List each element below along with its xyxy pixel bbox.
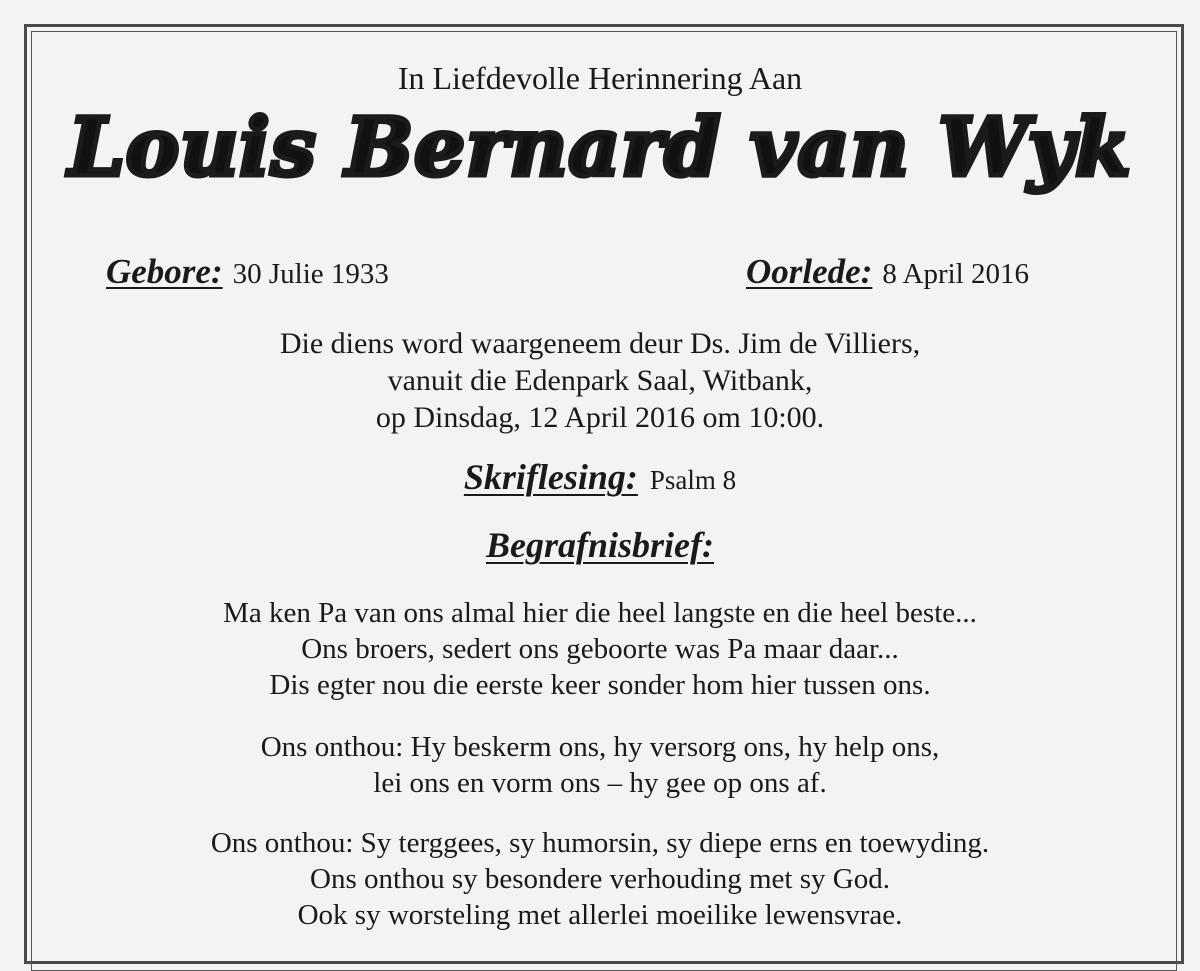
- verse-line: lei ons en vorm ons – hy gee op ons af.: [373, 767, 827, 799]
- birth-date-group: [106, 252, 389, 292]
- verse-line: Ons onthou: Sy terggees, sy humorsin, sy diepe erns en toewyding.: [210, 827, 990, 859]
- scripture-label: Skriflesing:: [463, 457, 638, 497]
- service-line-3: op Dinsdag, 12 April 2016 om 10:00.: [375, 401, 825, 434]
- birth-date: 30 Julie 1933: [232, 258, 389, 290]
- verse-line: Ons broers, sedert ons geboorte was Pa maar daar...: [301, 633, 899, 665]
- verse-line: Ons onthou sy besondere verhouding met sy God.: [310, 863, 890, 895]
- scripture-value: Psalm 8: [649, 465, 737, 495]
- verse-line: Dis egter nou die eerste keer sonder hom hier tussen ons.: [269, 669, 931, 701]
- verse-line: Ma ken Pa van ons almal hier die heel langste en die heel beste...: [223, 597, 977, 629]
- service-line-1: Die diens word waargeneem deur Ds. Jim de Villiers,: [279, 327, 921, 360]
- death-date: 8 April 2016: [882, 258, 1029, 290]
- death-label: Oorlede:: [746, 252, 873, 291]
- funeral-letter-heading: [0, 524, 1200, 566]
- death-date-group: [746, 252, 1029, 292]
- verse-line: Ons onthou: Hy beskerm ons, hy versorg ons, hy help ons,: [260, 731, 940, 763]
- deceased-name: Louis Bernard van Wyk: [68, 100, 1132, 194]
- scripture-reading: [0, 456, 1200, 498]
- memorial-heading: In Liefdevolle Herinnering Aan: [397, 60, 803, 96]
- funeral-letter-label: Begrafnisbrief:: [486, 525, 714, 565]
- birth-label: Gebore:: [106, 252, 223, 291]
- verse-line: Ook sy worsteling met allerlei moeilike lewensvrae.: [297, 899, 903, 931]
- service-line-2: vanuit die Edenpark Saal, Witbank,: [387, 364, 813, 397]
